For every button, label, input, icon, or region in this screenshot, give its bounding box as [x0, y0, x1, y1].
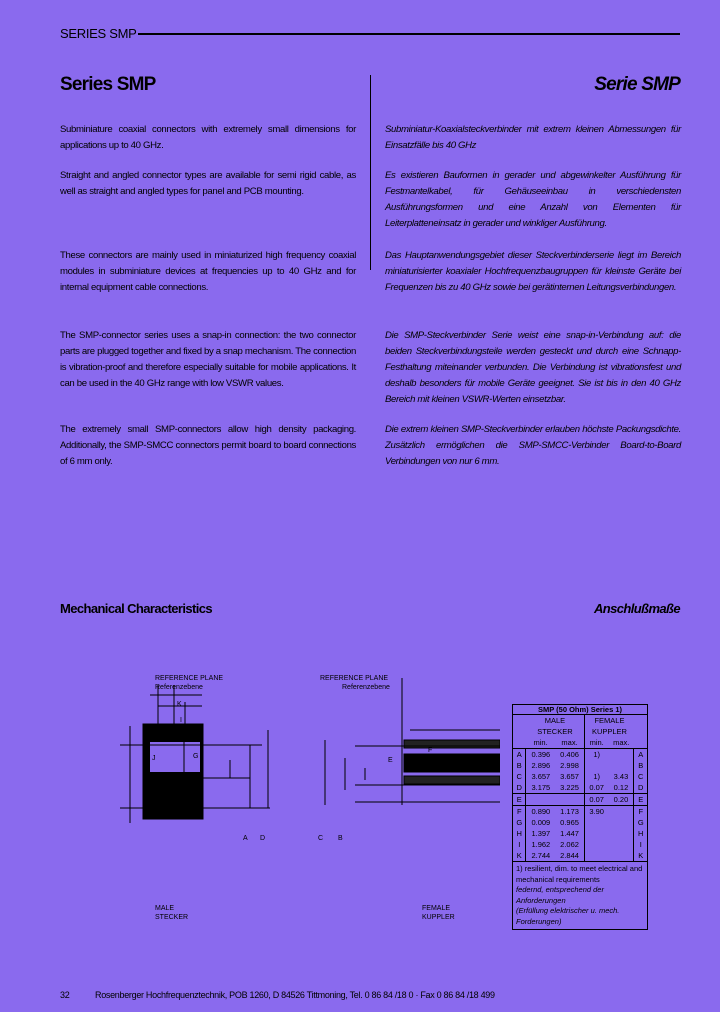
row-key: A [516, 750, 522, 759]
row-key: F [634, 806, 647, 818]
title-de: Serie SMP [594, 74, 680, 95]
cell-f-min: 0.07 [584, 794, 608, 806]
dim-label-c: C [318, 835, 324, 842]
row-key: H [516, 829, 522, 838]
note-de-2: (Erfüllung elektrischer u. mech. Forderungen) [516, 906, 620, 926]
cell-f-max [608, 817, 634, 828]
paragraph-de-5: Die extrem kleinen SMP-Steckverbinder erlauben höchste Packungsdichte. Zusätzlich ermöglichen die SMP-SMCC-Verbinder Board-to-Board Verbindungen von nur 6 mm. [385, 424, 681, 467]
col-male-de: STECKER [537, 727, 573, 736]
row-key: F [516, 807, 522, 816]
cell-m-min: 3.175 [526, 782, 555, 794]
column-divider [370, 75, 371, 270]
dim-label-b: B [338, 835, 343, 842]
cell-f-min [584, 828, 608, 839]
paragraph-de-2: Es existieren Bauformen in gerader und abgewinkelter Ausführung für Festmantelkabel, für Gehäuseeinbau in verschiedensten Ausführungsformen und eine Anzahl von Elementen für Leiterplatteneinsatz in gerader und winkliger Ausführung. [385, 170, 681, 229]
dim-label-f: F [428, 747, 433, 754]
cell-m-min: 2.896 [526, 760, 555, 771]
cell-f-max: 0.20 [613, 795, 629, 804]
cell-m-max: 3.225 [560, 783, 579, 792]
cell-m-max: 3.657 [560, 772, 579, 781]
col-male-max: max. [561, 738, 578, 747]
table-row [513, 794, 647, 806]
table-row [513, 760, 647, 771]
cell-m-min: 1.397 [526, 828, 555, 839]
row-key: G [516, 818, 523, 827]
cell-f-max: 0.12 [613, 783, 629, 792]
female-ref-plane-label: REFERENCE PLANE [320, 675, 389, 682]
male-ref-plane-label-de: Referenzebene [155, 684, 203, 691]
female-label-de: KUPPLER [422, 914, 455, 921]
cell-m-min: 0.009 [526, 817, 555, 828]
header-rule [138, 33, 680, 35]
table-title: SMP (50 Ohm) Series 1) [513, 705, 647, 715]
paragraph-en-2: Straight and angled connector types are available for semi rigid cable, as well as straight and angled types for panel and PCB mounting. [60, 170, 356, 197]
cell-f-max [608, 749, 634, 761]
dim-label-e: E [388, 757, 393, 764]
cell-m-max: 2.062 [560, 840, 579, 849]
footer-address: Rosenberger Hochfrequenztechnik, POB 1260, D 84526 Tittmoning, Tel. 0 86 84 /18 0 · Fax 0 86 84 /18 499 [95, 990, 495, 1000]
row-key: I [634, 839, 647, 850]
col-female-de: KUPPLER [584, 726, 634, 737]
cell-m-max: 1.173 [560, 807, 579, 816]
table-row [513, 806, 647, 818]
dim-label-i: I [180, 717, 182, 724]
section-title-de: Anschlußmaße [594, 601, 680, 616]
col-male-min: min. [533, 738, 548, 747]
paragraph-de-3: Das Hauptanwendungsgebiet dieser Steckverbinderserie liegt im Bereich miniaturisierter koaxialer Hochfrequenzbaugruppen für kleinste Geräte bei Frequenzen bis zu 40 GHz sowie bei gerätinternen Leitungsverbindungen. [385, 250, 681, 293]
cell-f-max [608, 839, 634, 850]
cell-f-max: 3.43 [613, 772, 629, 781]
running-header: SERIES SMP [60, 26, 137, 41]
cell-m-min: 0.396 [526, 749, 555, 761]
row-key: H [634, 828, 647, 839]
cell-f-min [584, 850, 608, 861]
note-en: 1) resilient, dim. to meet electrical and mechanical requirements [516, 864, 643, 884]
male-label: MALE [155, 905, 175, 912]
row-key: E [634, 794, 647, 806]
cell-f-min [584, 839, 608, 850]
row-key: E [516, 795, 522, 804]
title-en: Series SMP [60, 74, 156, 95]
paragraph-en-3: These connectors are mainly used in miniaturized high frequency coaxial modules in subminiature devices at frequencies up to 40 GHz and for internal equipment cable connections. [60, 250, 356, 293]
cell-m-min: 3.657 [526, 771, 555, 782]
dimension-table-box [512, 704, 648, 930]
cell-f-max [608, 850, 634, 861]
row-key: A [634, 749, 647, 761]
cell-f-max [608, 760, 634, 771]
cell-f-min: 1) [584, 771, 608, 782]
col-female-max: max. [613, 738, 630, 747]
paragraph-de-1: Subminiatur-Koaxialsteckverbinder mit extrem kleinen Abmessungen für Einsatzfälle bis 40 GHz [385, 124, 681, 151]
male-ref-plane-label: REFERENCE PLANE [155, 675, 224, 682]
table-row [513, 839, 647, 850]
cell-m-min: 1.962 [526, 839, 555, 850]
row-key: I [518, 840, 521, 849]
cell-m-max: 0.406 [560, 750, 579, 759]
cell-m-min [526, 794, 555, 806]
row-key: D [516, 783, 522, 792]
table-row [513, 850, 647, 861]
row-key: B [516, 761, 522, 770]
connector-drawing [0, 660, 500, 930]
table-row [513, 749, 647, 761]
cell-m-max: 2.998 [560, 761, 579, 770]
cell-m-max: 0.965 [560, 818, 579, 827]
col-male: MALE [544, 716, 566, 725]
note-de-1: federnd, entsprechend der Anforderungen [516, 885, 604, 905]
paragraph-en-1: Subminiature coaxial connectors with extremely small dimensions for applications up to 40 GHz. [60, 124, 356, 151]
table-row [513, 828, 647, 839]
col-female-min: min. [584, 737, 608, 749]
dim-label-k: K [177, 701, 182, 708]
cell-m-min: 2.744 [526, 850, 555, 861]
female-label: FEMALE [422, 905, 451, 912]
dim-label-d: D [260, 835, 266, 842]
dimension-table [513, 715, 647, 861]
cell-f-max [608, 828, 634, 839]
cell-f-min: 3.90 [584, 806, 608, 818]
table-row [513, 817, 647, 828]
row-key: K [516, 851, 522, 860]
section-title-en: Mechanical Characteristics [60, 601, 213, 616]
dim-label-h: H [187, 735, 193, 742]
table-row [513, 771, 647, 782]
cell-f-min: 0.07 [584, 782, 608, 794]
row-key: C [516, 772, 522, 781]
col-female: FEMALE [584, 715, 634, 726]
cell-m-max [555, 794, 584, 806]
table-row [513, 782, 647, 794]
dim-label-g: G [193, 753, 199, 760]
cell-f-max [608, 806, 634, 818]
table-notes [513, 861, 647, 929]
cell-m-max: 2.844 [560, 851, 579, 860]
row-key: C [634, 771, 647, 782]
cell-m-min: 0.890 [526, 806, 555, 818]
paragraph-en-5: The extremely small SMP-connectors allow high density packaging. Additionally, the SMP-SMCC connectors permit board to board connections of 6 mm only. [60, 424, 356, 467]
row-key: D [634, 782, 647, 794]
dim-label-a: A [243, 835, 248, 842]
row-key: G [634, 817, 647, 828]
female-ref-plane-label-de: Referenzebene [342, 684, 390, 691]
cell-f-min: 1) [584, 749, 608, 761]
cell-f-min [584, 760, 608, 771]
row-key: B [634, 760, 647, 771]
female-connector-drawing [325, 678, 500, 805]
row-key: K [634, 850, 647, 861]
paragraph-en-4: The SMP-connector series uses a snap-in connection: the two connector parts are plugged together and fixed by a snap mechanism. The connection is vibration-proof and therefore especially suitable for mobile applications. It can be used in the 40 GHz range with low VSWR values. [60, 330, 356, 389]
paragraph-de-4: Die SMP-Steckverbinder Serie weist eine snap-in-Verbindung auf: die beiden Steckverbindungsteile werden gesteckt und durch eine Schnapp-Festhaltung miteinander verbunden. Die Verbindung ist vibrationsfest und deshalb besonders für mobile Geräte geeignet. Sie ist bis in den 40 GHz Bereich mit kleinen VSWR-Werten einsetzbar. [385, 330, 681, 405]
male-label-de: STECKER [155, 914, 189, 921]
cell-m-max: 1.447 [560, 829, 579, 838]
dim-label-j: J [152, 755, 156, 762]
cell-f-min [584, 817, 608, 828]
page-number: 32 [60, 990, 70, 1000]
